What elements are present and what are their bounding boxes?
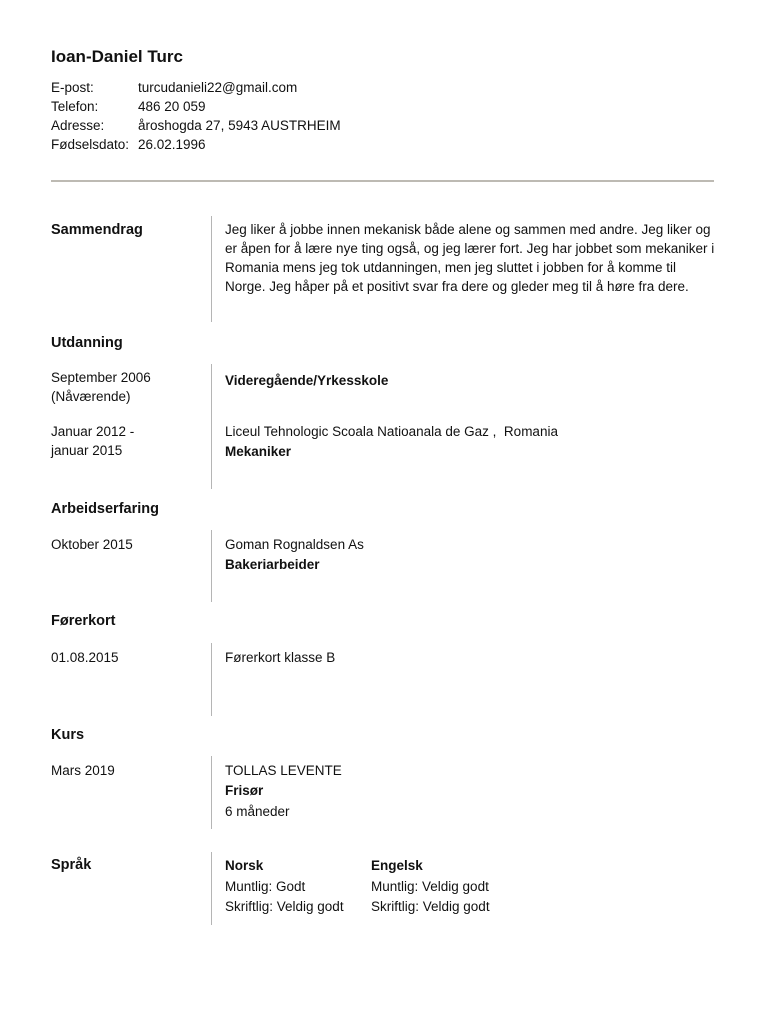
address-value: åroshogda 27, 5943 AUSTRHEIM xyxy=(138,118,341,133)
section-title-summary: Sammendrag xyxy=(51,222,143,238)
date-line: januar 2015 xyxy=(51,442,123,458)
contact-row-birthdate xyxy=(51,137,206,152)
education-date xyxy=(51,369,151,406)
date-line: Januar 2012 - xyxy=(51,424,135,439)
language-written: Skriftlig: Veldig godt xyxy=(225,899,344,914)
language-name: Engelsk xyxy=(371,858,423,873)
education-school: Liceul Tehnologic Scoala Natioanala de Gaz , Romania xyxy=(225,424,558,439)
language-oral: Muntlig: Godt xyxy=(225,878,306,894)
contact-label: Fødselsdato: xyxy=(51,137,130,152)
section-title-experience: Arbeidserfaring xyxy=(51,501,159,517)
education-date xyxy=(51,423,134,460)
section-title-languages: Språk xyxy=(51,857,92,873)
contact-row-address xyxy=(51,118,341,133)
section-divider xyxy=(211,216,212,322)
date-line: September 2006 xyxy=(51,370,151,385)
course-date: Mars 2019 xyxy=(51,763,115,778)
education-degree: Videregående/Yrkesskole xyxy=(225,373,389,388)
section-divider xyxy=(211,852,212,925)
contact-label: E-post: xyxy=(51,80,94,95)
experience-date: Oktober 2015 xyxy=(51,537,133,552)
language-oral: Muntlig: Veldig godt xyxy=(371,878,489,894)
language-name: Norsk xyxy=(225,858,264,873)
section-divider xyxy=(211,756,212,829)
section-title-education: Utdanning xyxy=(51,335,123,351)
phone-value: 486 20 059 xyxy=(138,99,206,114)
section-title-license: Førerkort xyxy=(51,613,116,629)
candidate-name: Ioan-Daniel Turc xyxy=(51,47,183,66)
experience-role: Bakeriarbeider xyxy=(225,557,320,572)
language-written: Skriftlig: Veldig godt xyxy=(371,899,490,914)
contact-label: Telefon: xyxy=(51,99,99,114)
section-divider xyxy=(211,364,212,489)
license-text: Førerkort klasse B xyxy=(225,650,336,665)
section-divider xyxy=(211,643,212,716)
experience-employer: Goman Rognaldsen As xyxy=(225,537,364,552)
course-name: Frisør xyxy=(225,783,264,798)
section-divider xyxy=(211,530,212,602)
section-title-courses: Kurs xyxy=(51,727,85,743)
license-date: 01.08.2015 xyxy=(51,650,119,665)
contact-row-email xyxy=(51,80,297,95)
birthdate-value: 26.02.1996 xyxy=(138,137,206,152)
contact-row-phone xyxy=(51,99,206,114)
summary-text: Jeg liker å jobbe innen mekanisk både alene og sammen med andre. Jeg liker og er åpen for å lære nye ting også, og jeg lærer fort. Jeg har jobbet som mekaniker i Romania mens jeg tok utdanningen, men jeg sluttet i jobben for å komme til Norge. Jeg håper på et positivt svar fra dere og gleder meg til å høre fra dere. xyxy=(225,222,715,294)
contact-label: Adresse: xyxy=(51,118,105,133)
education-degree: Mekaniker xyxy=(225,444,292,459)
date-line: (Nåværende) xyxy=(51,388,131,404)
course-provider: TOLLAS LEVENTE xyxy=(225,763,342,778)
language-item-norsk xyxy=(225,856,344,918)
course-duration: 6 måneder xyxy=(225,804,290,819)
header-divider xyxy=(51,180,714,182)
language-item-engelsk xyxy=(371,856,490,918)
email-value[interactable]: turcudanieli22@gmail.com xyxy=(138,80,298,95)
